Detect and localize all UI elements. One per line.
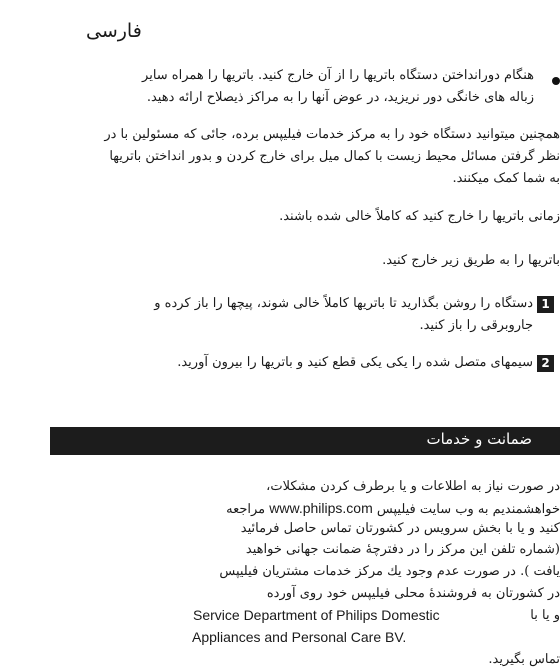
service-department-line-2: Appliances and Personal Care BV. xyxy=(192,629,407,645)
section-banner xyxy=(50,427,560,455)
warranty-line-2-prefix: خواهشمندیم به وب سایت فیلیپس xyxy=(376,502,560,517)
service-department-line-1: Service Department of Philips Domestic xyxy=(193,607,440,623)
warranty-line-5: یافت ). در صورت عدم وجود یك مرکز خدمات مشتریان فیلیپس xyxy=(219,564,560,579)
disposal-line-1: هنگام دورانداختن دستگاه باتریها را از آن خارج کنید. باتریها را همراه سایر xyxy=(142,68,534,83)
bullet-dot-icon xyxy=(552,77,560,85)
warranty-line-1: در صورت نیاز به اطلاعات و یا برطرف کردن مشکلات، xyxy=(266,479,560,494)
warranty-line-2-suffix: مراجعه xyxy=(226,502,266,517)
step-2-number: 2 xyxy=(537,355,554,372)
service-line-2: نظر گرفتن مسائل محیط زیست با کمال میل برای خارج کردن و بدور انداختن باتریها xyxy=(109,149,560,164)
warranty-line-7: و یا با xyxy=(530,608,560,623)
language-label: فارسی xyxy=(86,20,142,42)
step-1-number: 1 xyxy=(537,296,554,313)
remove-as-follows: باتریها را به طریق زیر خارج کنید. xyxy=(382,253,560,268)
warranty-line-4: (شماره تلفن این مرکز را در دفترچهٔ ضمانت جهانی خواهید xyxy=(245,542,560,557)
step-1-line-2: جاروبرقی را باز کنید. xyxy=(419,318,533,333)
philips-website-link[interactable]: www.philips.com xyxy=(269,500,373,516)
warranty-line-3: کنید و یا با بخش سرویس در کشورتان تماس حاصل فرمائید xyxy=(240,521,560,536)
disposal-line-2: زباله های خانگی دور نریزید، در عوض آنها را به مراکز ذیصلاح ارائه دهید. xyxy=(146,90,534,105)
remove-when-empty: زمانی باتریها را خارج کنید که کاملاً خالی شده باشند. xyxy=(279,209,560,224)
service-line-3: به شما کمک میکنند. xyxy=(452,171,560,186)
warranty-line-6: در کشورتان به فروشندهٔ محلی فیلیپس خود روی آورده xyxy=(266,586,560,601)
service-line-1: همچنین میتوانید دستگاه خود را به مرکز خدمات فیلیپس برده، جائی که مسئولین با در xyxy=(104,127,560,142)
step-2-line-1: سیمهای متصل شده را یکی یکی قطع کنید و باتریها را بیرون آورید. xyxy=(177,355,533,370)
step-1-line-1: دستگاه را روشن بگذارید تا باتریها کاملاً خالی شوند، پیچها را باز کرده و xyxy=(154,296,533,311)
warranty-line-8: تماس بگیرید. xyxy=(488,652,560,667)
section-title: ضمانت و خدمات xyxy=(426,430,532,448)
